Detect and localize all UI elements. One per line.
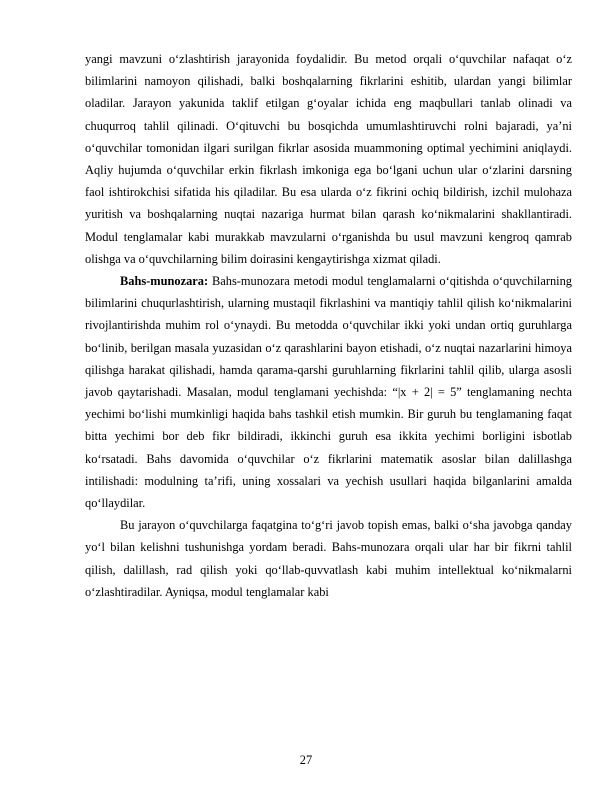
paragraph-2-text: Bahs-munozara metodi modul tenglamalarni o‘qitishda o‘quvchilarning bilimlarini chuqurlashtirish, ularning mustaqil fikrlashini va mantiqiy tahlil qilish ko‘nikmalarini rivojlantirishda muhim rol o‘ynaydi. Bu metodda o‘quvchilar ikki yoki undan ortiq guruhlarga bo‘linib, berilgan masala yuzasidan o‘z qarashlarini bayon etishadi, o‘z nuqtai nazarlarini himoya qilishga harakat qilishadi, hamda qarama-qarshi guruhlarning fikrlarini tahlil qilib, ularga asosli javob qaytarishadi. Masalan, modul tenglamani yechishda: “|x + 2| = 5” tenglamaning nechta yechimi bo‘lishi mumkinligi haqida bahs tashkil etish mumkin. Bir guruh bu tenglamaning faqat bitta yechimi bor deb fikr bildiradi, ikkinchi guruh esa ikkita yechimi borligini isbotlab ko‘rsatadi. Bahs davomida o‘quvchilar o‘z fikrlarini matematik asoslar bilan dalillashga intilishadi: modulning ta’rifi, uning xossalari va yechish usullari haqida bilganlarini amalda qo‘llaydilar. [85,274,572,511]
paragraph-2 [85,270,572,514]
paragraph-1: yangi mavzuni o‘zlashtirish jarayonida foydalidir. Bu metod orqali o‘quvchilar nafaqat o‘z bilimlarini namoyon qilishadi, balki boshqalarning fikrlarini eshitib, ulardan yangi bilimlar oladilar. Jarayon yakunida taklif etilgan g‘oyalar ichida eng maqbullari tanlab olinadi va chuqurroq tahlil qilinadi. O‘qituvchi bu bosqichda umumlashtiruvchi rolni bajaradi, ya’ni o‘quvchilar tomonidan ilgari surilgan fikrlar asosida muammoning optimal yechimini aniqlaydi. Aqliy hujumda o‘quvchilar erkin fikrlash imkoniga ega bo‘lgani uchun ular o‘zlarini darsning faol ishtirokchisi sifatida his qiladilar. Bu esa ularda o‘z fikrini ochiq bildirish, izchil mulohaza yuritish va boshqalarning nuqtai nazariga hurmat bilan qarash ko‘nikmalarini shakllantiradi. Modul tenglamalar kabi murakkab mavzularni o‘rganishda bu usul mavzuni kengroq qamrab olishga va o‘quvchilarning bilim doirasini kengaytirishga xizmat qiladi. [85,52,572,266]
document-body [85,48,572,603]
page-number: 27 [299,753,313,767]
paragraph-3: Bu jarayon o‘quvchilarga faqatgina to‘g‘ri javob topish emas, balki o‘sha javobga qanday yo‘l bilan kelishni tushunishga yordam beradi. Bahs-munozara orqali ular har bir fikrni tahlil qilish, dalillash, rad qilish yoki qo‘llab-quvvatlash kabi muhim intellektual ko‘nikmalarni o‘zlashtiradilar. Ayniqsa, modul tenglamalar kabi [85,518,572,599]
paragraph-2-term: Bahs-munozara: [120,274,209,289]
